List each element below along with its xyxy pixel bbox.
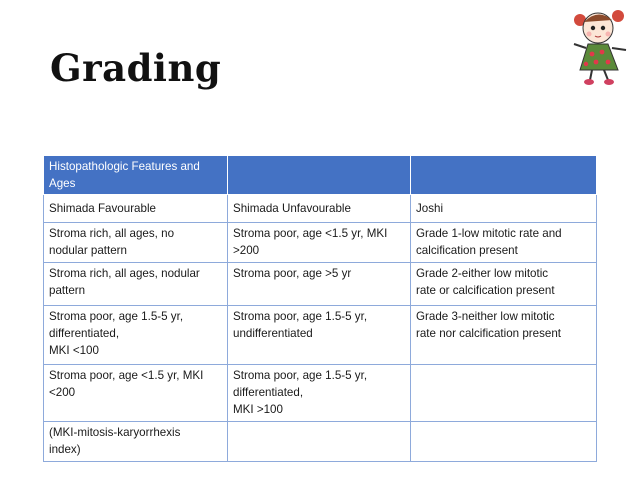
table-row bbox=[44, 263, 597, 306]
table-cell: Grade 1-low mitotic rate and calcification present bbox=[411, 223, 597, 263]
table-cell: Grade 3-neither low mitotic rate nor calcification present bbox=[411, 306, 597, 365]
table-row bbox=[44, 195, 597, 223]
table-cell: Stroma poor, age <1.5 yr, MKI >200 bbox=[228, 223, 411, 263]
table-row bbox=[44, 306, 597, 365]
table-cell: Grade 2-either low mitotic rate or calcification present bbox=[411, 263, 597, 306]
table-row bbox=[44, 223, 597, 263]
table-cell bbox=[411, 422, 597, 462]
table-cell: Stroma poor, age 1.5-5 yr, undifferentiated bbox=[228, 306, 411, 365]
table-cell: Stroma poor, age 1.5-5 yr, differentiated, MKI >100 bbox=[228, 365, 411, 422]
table-cell: Joshi bbox=[411, 195, 597, 223]
table-cell: Stroma poor, age 1.5-5 yr, differentiated, MKI <100 bbox=[44, 306, 228, 365]
grading-table bbox=[43, 155, 597, 462]
header-cell bbox=[228, 156, 411, 195]
slide-title: Grading bbox=[50, 46, 222, 90]
table-header-row bbox=[44, 156, 597, 195]
table-cell: Stroma poor, age <1.5 yr, MKI <200 bbox=[44, 365, 228, 422]
table-cell: Stroma rich, all ages, nodular pattern bbox=[44, 263, 228, 306]
table-cell: Stroma poor, age >5 yr bbox=[228, 263, 411, 306]
table-cell: (MKI-mitosis-karyorrhexis index) bbox=[44, 422, 228, 462]
doll-illustration bbox=[568, 6, 638, 88]
table-cell: Shimada Favourable bbox=[44, 195, 228, 223]
table-cell: Stroma rich, all ages, no nodular pattern bbox=[44, 223, 228, 263]
table-row bbox=[44, 365, 597, 422]
header-cell: Histopathologic Features and Ages bbox=[44, 156, 228, 195]
table-cell bbox=[228, 422, 411, 462]
table-cell: Shimada Unfavourable bbox=[228, 195, 411, 223]
table-cell bbox=[411, 365, 597, 422]
table-row bbox=[44, 422, 597, 462]
header-cell bbox=[411, 156, 597, 195]
